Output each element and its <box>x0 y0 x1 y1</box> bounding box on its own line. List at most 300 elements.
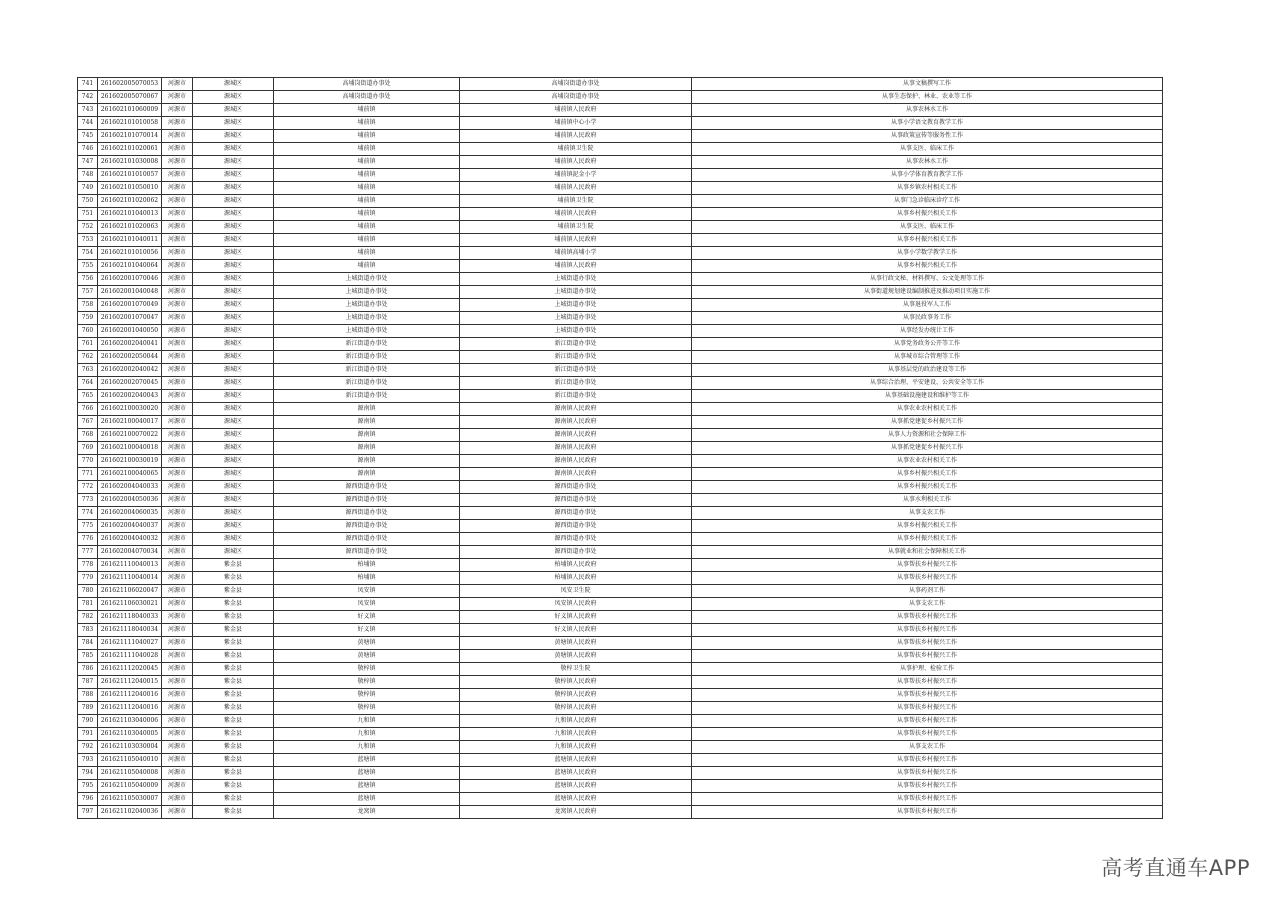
district-cell: 源城区 <box>193 455 274 468</box>
district-cell: 源城区 <box>193 312 274 325</box>
town-cell: 源南镇 <box>274 416 460 429</box>
employer-cell: 敬梓镇人民政府 <box>460 702 692 715</box>
position-code-cell: 261602001070047 <box>98 312 162 325</box>
row-number-cell: 753 <box>78 234 98 247</box>
duty-cell: 从事帮扶乡村振兴工作 <box>692 676 1163 689</box>
position-code-cell: 261602002040042 <box>98 364 162 377</box>
town-cell: 源南镇 <box>274 403 460 416</box>
row-number-cell: 763 <box>78 364 98 377</box>
row-number-cell: 767 <box>78 416 98 429</box>
duty-cell: 从事帮扶乡村振兴工作 <box>692 793 1163 806</box>
city-cell: 河源市 <box>162 234 193 247</box>
town-cell: 新江街道办事处 <box>274 351 460 364</box>
position-code-cell: 261621118040033 <box>98 611 162 624</box>
town-cell: 蓝塘镇 <box>274 754 460 767</box>
employer-cell: 埔前镇人民政府 <box>460 130 692 143</box>
duty-cell: 从事帮扶乡村振兴工作 <box>692 689 1163 702</box>
table-row <box>78 442 1163 455</box>
row-number-cell: 794 <box>78 767 98 780</box>
town-cell: 埔前镇 <box>274 130 460 143</box>
position-code-cell: 261602101010057 <box>98 169 162 182</box>
city-cell: 河源市 <box>162 338 193 351</box>
row-number-cell: 754 <box>78 247 98 260</box>
employer-cell: 九和镇人民政府 <box>460 741 692 754</box>
city-cell: 河源市 <box>162 325 193 338</box>
position-code-cell: 261621112020045 <box>98 663 162 676</box>
town-cell: 埔前镇 <box>274 104 460 117</box>
position-code-cell: 261602001070046 <box>98 273 162 286</box>
district-cell: 紫金县 <box>193 663 274 676</box>
row-number-cell: 749 <box>78 182 98 195</box>
position-code-cell: 261602004070034 <box>98 546 162 559</box>
town-cell: 高埔岗街道办事处 <box>274 91 460 104</box>
district-cell: 紫金县 <box>193 650 274 663</box>
town-cell: 上城街道办事处 <box>274 325 460 338</box>
town-cell: 源西街道办事处 <box>274 546 460 559</box>
city-cell: 河源市 <box>162 429 193 442</box>
table-row <box>78 403 1163 416</box>
position-code-cell: 261602101020063 <box>98 221 162 234</box>
employer-cell: 九和镇人民政府 <box>460 728 692 741</box>
employer-cell: 埔前镇人民政府 <box>460 104 692 117</box>
district-cell: 紫金县 <box>193 637 274 650</box>
town-cell: 蓝塘镇 <box>274 780 460 793</box>
position-code-cell: 261602101030008 <box>98 156 162 169</box>
row-number-cell: 782 <box>78 611 98 624</box>
table-row <box>78 793 1163 806</box>
town-cell: 龙窝镇 <box>274 806 460 819</box>
district-cell: 紫金县 <box>193 793 274 806</box>
employer-cell: 埔前镇泥金小学 <box>460 169 692 182</box>
duty-cell: 从事帮扶乡村振兴工作 <box>692 754 1163 767</box>
employer-cell: 新江街道办事处 <box>460 338 692 351</box>
employer-cell: 新江街道办事处 <box>460 364 692 377</box>
position-code-cell: 261602101040013 <box>98 208 162 221</box>
employer-cell: 源西街道办事处 <box>460 481 692 494</box>
duty-cell: 从事人力资源和社会保障工作 <box>692 429 1163 442</box>
position-code-cell: 261621105040009 <box>98 780 162 793</box>
table-row <box>78 728 1163 741</box>
duty-cell: 从事支农工作 <box>692 598 1163 611</box>
position-code-cell: 261621105030007 <box>98 793 162 806</box>
city-cell: 河源市 <box>162 663 193 676</box>
town-cell: 源南镇 <box>274 442 460 455</box>
row-number-cell: 780 <box>78 585 98 598</box>
district-cell: 源城区 <box>193 130 274 143</box>
duty-cell: 从事农业农村相关工作 <box>692 403 1163 416</box>
town-cell: 埔前镇 <box>274 117 460 130</box>
district-cell: 源城区 <box>193 286 274 299</box>
town-cell: 埔前镇 <box>274 182 460 195</box>
row-number-cell: 777 <box>78 546 98 559</box>
position-code-cell: 261602101060009 <box>98 104 162 117</box>
duty-cell: 从事帮扶乡村振兴工作 <box>692 728 1163 741</box>
row-number-cell: 795 <box>78 780 98 793</box>
position-code-cell: 261602100030019 <box>98 455 162 468</box>
duty-cell: 从事农林水工作 <box>692 156 1163 169</box>
row-number-cell: 776 <box>78 533 98 546</box>
table-row <box>78 572 1163 585</box>
row-number-cell: 784 <box>78 637 98 650</box>
table-row <box>78 637 1163 650</box>
town-cell: 敬梓镇 <box>274 663 460 676</box>
positions-table <box>77 77 1163 819</box>
table-row <box>78 91 1163 104</box>
duty-cell: 从事就业和社会保障相关工作 <box>692 546 1163 559</box>
row-number-cell: 741 <box>78 78 98 91</box>
table-row <box>78 624 1163 637</box>
district-cell: 源城区 <box>193 403 274 416</box>
table-row <box>78 741 1163 754</box>
table-row <box>78 546 1163 559</box>
position-code-cell: 261602100040017 <box>98 416 162 429</box>
duty-cell: 从事乡村振兴相关工作 <box>692 481 1163 494</box>
position-code-cell: 261602100030020 <box>98 403 162 416</box>
district-cell: 紫金县 <box>193 676 274 689</box>
table-row <box>78 611 1163 624</box>
duty-cell: 从事支农工作 <box>692 507 1163 520</box>
town-cell: 敬梓镇 <box>274 702 460 715</box>
town-cell: 新江街道办事处 <box>274 338 460 351</box>
city-cell: 河源市 <box>162 182 193 195</box>
employer-cell: 凤安卫生院 <box>460 585 692 598</box>
position-code-cell: 261621111040028 <box>98 650 162 663</box>
row-number-cell: 790 <box>78 715 98 728</box>
position-code-cell: 261621118040034 <box>98 624 162 637</box>
duty-cell: 从事乡村振兴相关工作 <box>692 520 1163 533</box>
district-cell: 源城区 <box>193 377 274 390</box>
duty-cell: 从事护理、检验工作 <box>692 663 1163 676</box>
position-code-cell: 261621105040008 <box>98 767 162 780</box>
duty-cell: 从事帮扶乡村振兴工作 <box>692 715 1163 728</box>
town-cell: 埔前镇 <box>274 156 460 169</box>
employer-cell: 上城街道办事处 <box>460 325 692 338</box>
table-row <box>78 806 1163 819</box>
position-code-cell: 261602004040037 <box>98 520 162 533</box>
district-cell: 紫金县 <box>193 598 274 611</box>
city-cell: 河源市 <box>162 273 193 286</box>
town-cell: 上城街道办事处 <box>274 286 460 299</box>
employer-cell: 黄塘镇人民政府 <box>460 650 692 663</box>
city-cell: 河源市 <box>162 117 193 130</box>
city-cell: 河源市 <box>162 598 193 611</box>
employer-cell: 上城街道办事处 <box>460 312 692 325</box>
town-cell: 埔前镇 <box>274 143 460 156</box>
district-cell: 源城区 <box>193 143 274 156</box>
city-cell: 河源市 <box>162 611 193 624</box>
town-cell: 凤安镇 <box>274 598 460 611</box>
employer-cell: 蓝塘镇人民政府 <box>460 780 692 793</box>
town-cell: 源西街道办事处 <box>274 533 460 546</box>
town-cell: 凤安镇 <box>274 585 460 598</box>
row-number-cell: 774 <box>78 507 98 520</box>
city-cell: 河源市 <box>162 702 193 715</box>
table-row <box>78 117 1163 130</box>
table-row <box>78 299 1163 312</box>
row-number-cell: 779 <box>78 572 98 585</box>
district-cell: 源城区 <box>193 117 274 130</box>
town-cell: 蓝塘镇 <box>274 767 460 780</box>
district-cell: 源城区 <box>193 429 274 442</box>
city-cell: 河源市 <box>162 312 193 325</box>
employer-cell: 埔前镇人民政府 <box>460 182 692 195</box>
district-cell: 紫金县 <box>193 702 274 715</box>
town-cell: 上城街道办事处 <box>274 312 460 325</box>
town-cell: 上城街道办事处 <box>274 299 460 312</box>
district-cell: 源城区 <box>193 442 274 455</box>
table-row <box>78 351 1163 364</box>
duty-cell: 从事基层党的政治建设等工作 <box>692 364 1163 377</box>
employer-cell: 埔前镇人民政府 <box>460 234 692 247</box>
position-code-cell: 261602101010056 <box>98 247 162 260</box>
town-cell: 九和镇 <box>274 741 460 754</box>
employer-cell: 源南镇人民政府 <box>460 416 692 429</box>
duty-cell: 从事基础设施建设和维护等工作 <box>692 390 1163 403</box>
city-cell: 河源市 <box>162 169 193 182</box>
town-cell: 埔前镇 <box>274 260 460 273</box>
row-number-cell: 761 <box>78 338 98 351</box>
city-cell: 河源市 <box>162 520 193 533</box>
row-number-cell: 796 <box>78 793 98 806</box>
row-number-cell: 772 <box>78 481 98 494</box>
employer-cell: 凤安镇人民政府 <box>460 598 692 611</box>
row-number-cell: 773 <box>78 494 98 507</box>
town-cell: 源西街道办事处 <box>274 481 460 494</box>
employer-cell: 源南镇人民政府 <box>460 442 692 455</box>
city-cell: 河源市 <box>162 533 193 546</box>
table-row <box>78 221 1163 234</box>
duty-cell: 从事城市综合管理等工作 <box>692 351 1163 364</box>
position-code-cell: 261621112040016 <box>98 702 162 715</box>
duty-cell: 从事帮扶乡村振兴工作 <box>692 650 1163 663</box>
row-number-cell: 769 <box>78 442 98 455</box>
employer-cell: 源南镇人民政府 <box>460 468 692 481</box>
row-number-cell: 786 <box>78 663 98 676</box>
district-cell: 源城区 <box>193 247 274 260</box>
district-cell: 源城区 <box>193 546 274 559</box>
town-cell: 好义镇 <box>274 611 460 624</box>
employer-cell: 柏埔镇人民政府 <box>460 572 692 585</box>
table-row <box>78 286 1163 299</box>
employer-cell: 好义镇人民政府 <box>460 624 692 637</box>
city-cell: 河源市 <box>162 195 193 208</box>
employer-cell: 源南镇人民政府 <box>460 403 692 416</box>
town-cell: 新江街道办事处 <box>274 377 460 390</box>
table-row <box>78 468 1163 481</box>
city-cell: 河源市 <box>162 221 193 234</box>
duty-cell: 从事帮扶乡村振兴工作 <box>692 559 1163 572</box>
table-row <box>78 182 1163 195</box>
table-row <box>78 650 1163 663</box>
table-row <box>78 559 1163 572</box>
city-cell: 河源市 <box>162 767 193 780</box>
town-cell: 源南镇 <box>274 429 460 442</box>
position-code-cell: 261602004040033 <box>98 481 162 494</box>
row-number-cell: 768 <box>78 429 98 442</box>
city-cell: 河源市 <box>162 793 193 806</box>
position-code-cell: 261602002040043 <box>98 390 162 403</box>
city-cell: 河源市 <box>162 494 193 507</box>
town-cell: 柏埔镇 <box>274 559 460 572</box>
district-cell: 紫金县 <box>193 715 274 728</box>
table-row <box>78 754 1163 767</box>
position-code-cell: 261602100040018 <box>98 442 162 455</box>
row-number-cell: 787 <box>78 676 98 689</box>
duty-cell: 从事药剂工作 <box>692 585 1163 598</box>
duty-cell: 从事农业农村相关工作 <box>692 455 1163 468</box>
employer-cell: 埔前镇卫生院 <box>460 221 692 234</box>
table-row <box>78 780 1163 793</box>
row-number-cell: 781 <box>78 598 98 611</box>
duty-cell: 从事帮扶乡村振兴工作 <box>692 637 1163 650</box>
row-number-cell: 747 <box>78 156 98 169</box>
position-code-cell: 261602101010058 <box>98 117 162 130</box>
employer-cell: 新江街道办事处 <box>460 351 692 364</box>
town-cell: 埔前镇 <box>274 195 460 208</box>
town-cell: 埔前镇 <box>274 208 460 221</box>
town-cell: 上城街道办事处 <box>274 273 460 286</box>
row-number-cell: 789 <box>78 702 98 715</box>
city-cell: 河源市 <box>162 468 193 481</box>
city-cell: 河源市 <box>162 780 193 793</box>
town-cell: 埔前镇 <box>274 221 460 234</box>
table-row <box>78 325 1163 338</box>
city-cell: 河源市 <box>162 364 193 377</box>
city-cell: 河源市 <box>162 377 193 390</box>
city-cell: 河源市 <box>162 689 193 702</box>
position-code-cell: 261602002070045 <box>98 377 162 390</box>
row-number-cell: 793 <box>78 754 98 767</box>
row-number-cell: 746 <box>78 143 98 156</box>
employer-cell: 埔前镇人民政府 <box>460 156 692 169</box>
city-cell: 河源市 <box>162 455 193 468</box>
district-cell: 源城区 <box>193 169 274 182</box>
town-cell: 埔前镇 <box>274 169 460 182</box>
town-cell: 源西街道办事处 <box>274 520 460 533</box>
employer-cell: 黄塘镇人民政府 <box>460 637 692 650</box>
district-cell: 源城区 <box>193 299 274 312</box>
position-code-cell: 261621112040015 <box>98 676 162 689</box>
table-row <box>78 585 1163 598</box>
position-code-cell: 261602004050036 <box>98 494 162 507</box>
town-cell: 埔前镇 <box>274 247 460 260</box>
position-code-cell: 261621110040014 <box>98 572 162 585</box>
district-cell: 源城区 <box>193 221 274 234</box>
table-row <box>78 455 1163 468</box>
row-number-cell: 762 <box>78 351 98 364</box>
row-number-cell: 758 <box>78 299 98 312</box>
row-number-cell: 785 <box>78 650 98 663</box>
district-cell: 紫金县 <box>193 780 274 793</box>
employer-cell: 埔前镇卫生院 <box>460 143 692 156</box>
city-cell: 河源市 <box>162 299 193 312</box>
duty-cell: 从事街道规划建设编制推进及推动项目实施工作 <box>692 286 1163 299</box>
district-cell: 紫金县 <box>193 624 274 637</box>
city-cell: 河源市 <box>162 754 193 767</box>
table-row <box>78 130 1163 143</box>
employer-cell: 敬梓镇人民政府 <box>460 676 692 689</box>
city-cell: 河源市 <box>162 130 193 143</box>
district-cell: 源城区 <box>193 208 274 221</box>
duty-cell: 从事党务政务公开等工作 <box>692 338 1163 351</box>
duty-cell: 从事综合治理、平安建设、公共安全等工作 <box>692 377 1163 390</box>
row-number-cell: 756 <box>78 273 98 286</box>
city-cell: 河源市 <box>162 728 193 741</box>
row-number-cell: 748 <box>78 169 98 182</box>
row-number-cell: 764 <box>78 377 98 390</box>
duty-cell: 从事抓党建促乡村振兴工作 <box>692 416 1163 429</box>
duty-cell: 从事乡村振兴相关工作 <box>692 468 1163 481</box>
town-cell: 黄塘镇 <box>274 650 460 663</box>
row-number-cell: 792 <box>78 741 98 754</box>
row-number-cell: 765 <box>78 390 98 403</box>
table-row <box>78 169 1163 182</box>
duty-cell: 从事经发办统计工作 <box>692 325 1163 338</box>
district-cell: 源城区 <box>193 351 274 364</box>
position-code-cell: 261621102040036 <box>98 806 162 819</box>
employer-cell: 上城街道办事处 <box>460 273 692 286</box>
duty-cell: 从事小学数学教学工作 <box>692 247 1163 260</box>
city-cell: 河源市 <box>162 208 193 221</box>
duty-cell: 从事水利相关工作 <box>692 494 1163 507</box>
town-cell: 黄塘镇 <box>274 637 460 650</box>
table-row <box>78 429 1163 442</box>
city-cell: 河源市 <box>162 624 193 637</box>
city-cell: 河源市 <box>162 91 193 104</box>
table-row <box>78 364 1163 377</box>
duty-cell: 从事支医、临床工作 <box>692 221 1163 234</box>
city-cell: 河源市 <box>162 351 193 364</box>
town-cell: 敬梓镇 <box>274 689 460 702</box>
duty-cell: 从事民政事务工作 <box>692 312 1163 325</box>
employer-cell: 埔前镇人民政府 <box>460 260 692 273</box>
table-body <box>78 78 1163 819</box>
position-code-cell: 261621106030021 <box>98 598 162 611</box>
position-code-cell: 261602101020062 <box>98 195 162 208</box>
employer-cell: 埔前镇高埔小学 <box>460 247 692 260</box>
district-cell: 源城区 <box>193 182 274 195</box>
table-row <box>78 143 1163 156</box>
row-number-cell: 788 <box>78 689 98 702</box>
employer-cell: 新江街道办事处 <box>460 390 692 403</box>
duty-cell: 从事生态保护、林业、农业等工作 <box>692 91 1163 104</box>
table-row <box>78 195 1163 208</box>
town-cell: 蓝塘镇 <box>274 793 460 806</box>
position-code-cell: 261621103040006 <box>98 715 162 728</box>
row-number-cell: 752 <box>78 221 98 234</box>
row-number-cell: 759 <box>78 312 98 325</box>
duty-cell: 从事乡村振兴相关工作 <box>692 208 1163 221</box>
duty-cell: 从事支农工作 <box>692 741 1163 754</box>
town-cell: 好义镇 <box>274 624 460 637</box>
employer-cell: 源南镇人民政府 <box>460 429 692 442</box>
table-row <box>78 520 1163 533</box>
row-number-cell: 755 <box>78 260 98 273</box>
row-number-cell: 760 <box>78 325 98 338</box>
position-code-cell: 261602001040048 <box>98 286 162 299</box>
city-cell: 河源市 <box>162 416 193 429</box>
position-code-cell: 261602004040032 <box>98 533 162 546</box>
district-cell: 源城区 <box>193 416 274 429</box>
employer-cell: 源西街道办事处 <box>460 533 692 546</box>
employer-cell: 上城街道办事处 <box>460 286 692 299</box>
duty-cell: 从事抓党建促乡村振兴工作 <box>692 442 1163 455</box>
city-cell: 河源市 <box>162 507 193 520</box>
employer-cell: 好义镇人民政府 <box>460 611 692 624</box>
employer-cell: 源西街道办事处 <box>460 494 692 507</box>
row-number-cell: 771 <box>78 468 98 481</box>
town-cell: 埔前镇 <box>274 234 460 247</box>
